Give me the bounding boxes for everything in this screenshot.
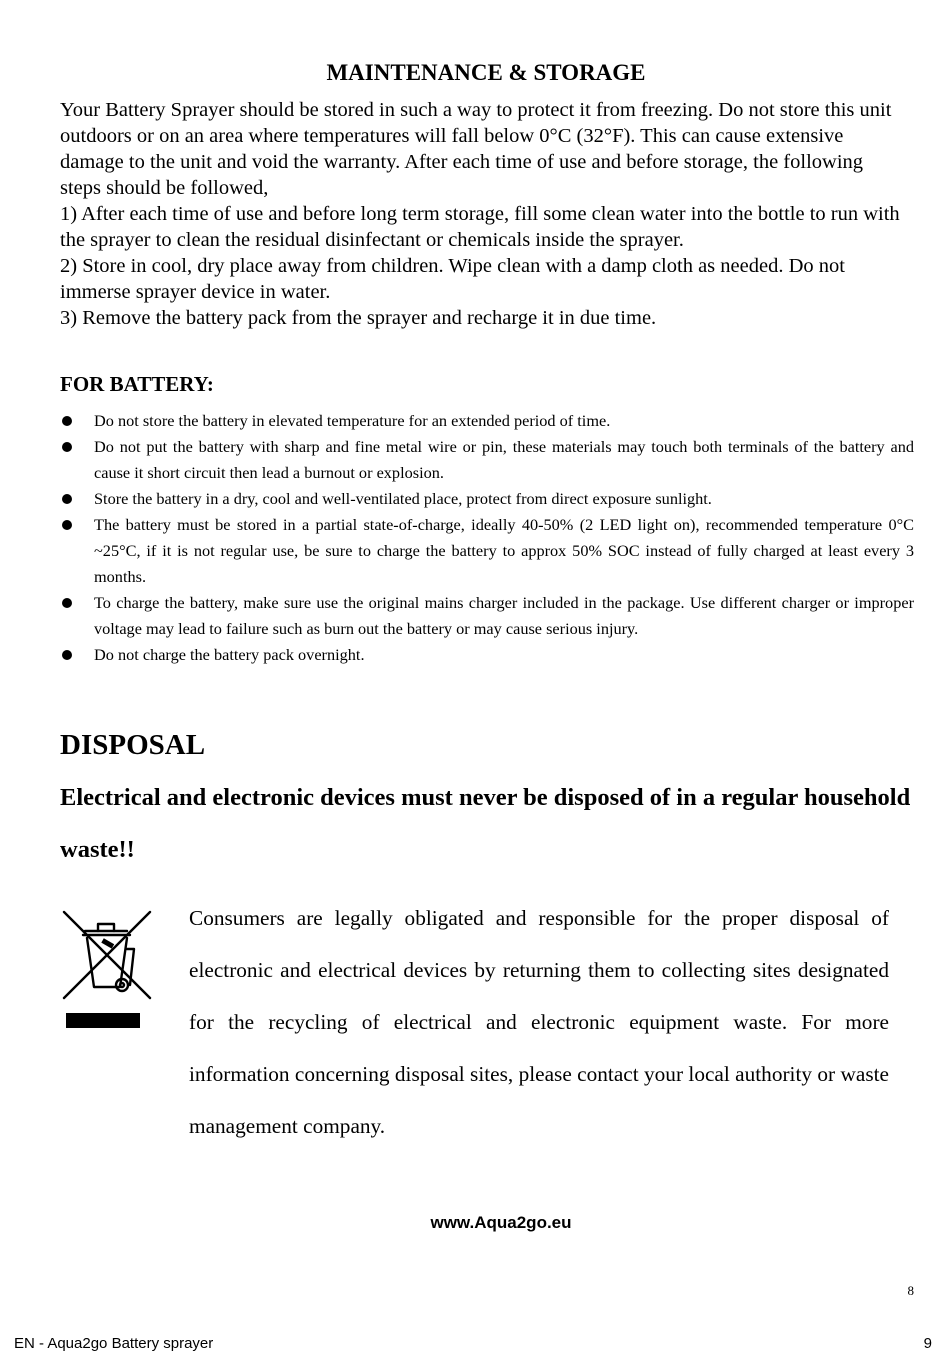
inner-page-number: 8 <box>907 1283 914 1298</box>
list-item <box>60 486 914 512</box>
maintenance-step: 3) Remove the battery pack from the sprayer and recharge it in due time. <box>60 307 657 329</box>
crossed-out-wheelie-bin-icon <box>60 905 156 1030</box>
list-item-text: Do not put the battery with sharp and fine metal wire or pin, these materials may touch both terminals of the battery and cause it short circuit then lead a burnout or explosion. <box>94 437 914 482</box>
bullet-icon <box>62 520 72 530</box>
maintenance-step: 2) Store in cool, dry place away from children. Wipe clean with a damp cloth as needed. Do not immerse sprayer device in water. <box>60 255 845 303</box>
list-item-text: The battery must be stored in a partial state-of-charge, ideally 40-50% (2 LED light on), recommended temperature 0°C ~25°C, if it is not regular use, be sure to charge the battery to approx 50% SOC instead of fully charged at least every 3 months. <box>94 515 914 586</box>
maintenance-text <box>60 97 908 331</box>
list-item <box>60 434 914 486</box>
footer-page-number: 9 <box>923 1335 932 1352</box>
list-item-text: Do not store the battery in elevated temperature for an extended period of time. <box>94 411 611 430</box>
disposal-warning: Electrical and electronic devices must never be disposed of in a regular household waste!! <box>60 784 911 863</box>
battery-heading: FOR BATTERY: <box>60 372 214 396</box>
list-item-text: Store the battery in a dry, cool and well-ventilated place, protect from direct exposure sunlight. <box>94 489 712 508</box>
list-item <box>60 408 914 434</box>
list-item <box>60 512 914 590</box>
footer-label: EN - Aqua2go Battery sprayer <box>14 1335 214 1352</box>
bullet-icon <box>62 494 72 504</box>
page-title: MAINTENANCE & STORAGE <box>326 60 646 85</box>
disposal-text: Consumers are legally obligated and responsible for the proper disposal of electronic and electrical devices by returning them to collecting sites designated for the recycling of electrical and electronic equipment waste. For more information concerning disposal sites, please contact your local authority or waste management company. <box>189 906 889 1138</box>
bullet-icon <box>62 650 72 660</box>
list-item-text: To charge the battery, make sure use the original mains charger included in the package. Use different charger or improper voltage may lead to failure such as burn out the battery or may cause serious injury. <box>94 593 914 638</box>
bullet-icon <box>62 598 72 608</box>
maintenance-step: 1) After each time of use and before long term storage, fill some clean water into the bottle to run with the sprayer to clean the residual disinfectant or chemicals inside the sprayer. <box>60 203 900 251</box>
list-item-text: Do not charge the battery pack overnight. <box>94 645 365 664</box>
disposal-heading: DISPOSAL <box>60 729 206 761</box>
bullet-icon <box>62 416 72 426</box>
battery-list <box>60 408 914 668</box>
bullet-icon <box>62 442 72 452</box>
list-item <box>60 642 914 668</box>
maintenance-paragraph: Your Battery Sprayer should be stored in such a way to protect it from freezing. Do not store this unit outdoors or on an area where temperatures will fall below 0°C (32°F). This can cause extensive damage to the unit and void the warranty. After each time of use and before storage, the following steps should be followed, <box>60 99 892 199</box>
list-item <box>60 590 914 642</box>
website-link[interactable]: www.Aqua2go.eu <box>430 1213 572 1232</box>
